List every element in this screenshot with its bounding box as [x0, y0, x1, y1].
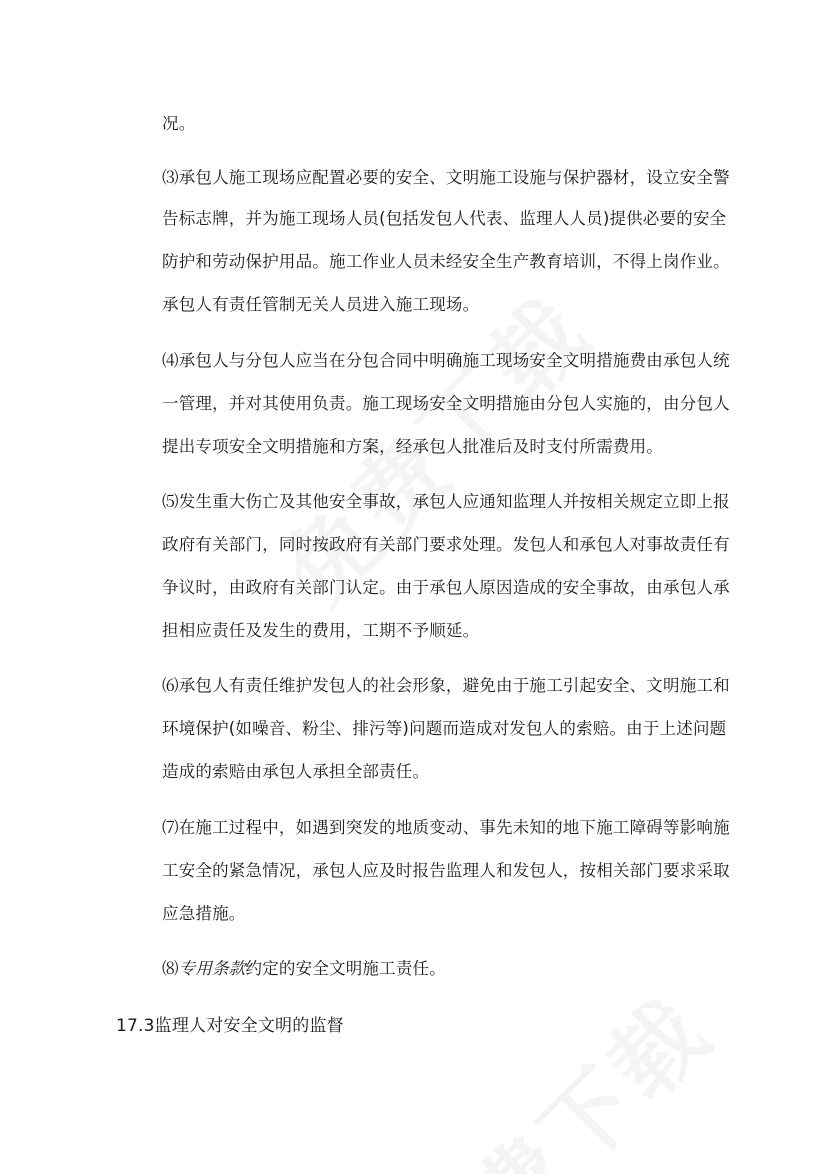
paragraph-line: ⑹承包人有责任维护发包人的社会形象，避免由于施工引起安全、文明施工和 [162, 676, 730, 695]
paragraph-line: 应急措施。 [162, 904, 246, 923]
paragraph-line: ⑸发生重大伤亡及其他安全事故，承包人应通知监理人并按相关规定立即上报 [162, 492, 730, 511]
paragraph-line: 防护和劳动保护用品。施工作业人员未经安全生产教育培训，不得上岗作业。 [162, 252, 730, 271]
watermark [370, 963, 733, 1174]
paragraph-line: 一管理，并对其使用负责。施工现场安全文明措施由分包人实施的，由分包人 [162, 394, 730, 413]
paragraph-line: 提出专项安全文明措施和方案，经承包人批准后及时支付所需费用。 [162, 437, 663, 456]
paragraph-line: ⑶承包人施工现场应配置必要的安全、文明施工设施与保护器材，设立安全警 [162, 168, 730, 187]
paragraph-line: 担相应责任及发生的费用，工期不予顺延。 [162, 621, 480, 640]
paragraph-line: 政府有关部门，同时按政府有关部门要求处理。发包人和承包人对事故责任有 [162, 535, 730, 554]
paragraph-line: 承包人有责任管制无关人员进入施工现场。 [162, 295, 480, 314]
paragraph-line: 造成的索赔由承包人承担全部责任。 [162, 762, 430, 781]
paragraph-line: 告标志牌，并为施工现场人员(包括发包人代表、监理人人员)提供必要的安全 [162, 209, 727, 228]
paragraph-line: ⑷承包人与分包人应当在分包合同中明确施工现场安全文明措施费由承包人统 [162, 351, 730, 370]
item-number: ⑻ [162, 959, 179, 978]
paragraph-line: ⑺在施工过程中，如遇到突发的地质变动、事先未知的地下施工障碍等影响施 [162, 818, 730, 837]
item-text: 约定的安全文明施工责任。 [245, 959, 446, 978]
paragraph-line: 况。 [162, 114, 196, 133]
section-heading: 17.3监理人对安全文明的监督 [116, 1016, 344, 1036]
italic-term: 专用条款 [178, 959, 246, 978]
paragraph-line: 争议时，由政府有关部门认定。由于承包人原因造成的安全事故，由承包人承 [162, 578, 730, 597]
paragraph-line-item8 [162, 958, 446, 980]
paragraph-line: 环境保护(如噪音、粉尘、排污等)问题而造成对发包人的索赔。由于上述问题 [162, 719, 727, 738]
paragraph-line: 工安全的紧急情况，承包人应及时报告监理人和发包人，按相关部门要求采取 [162, 861, 730, 880]
